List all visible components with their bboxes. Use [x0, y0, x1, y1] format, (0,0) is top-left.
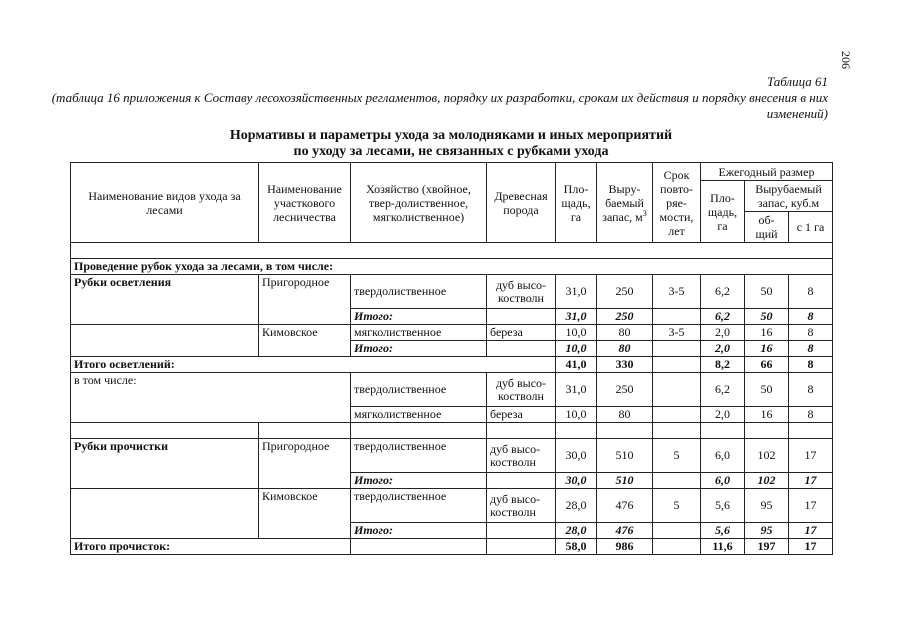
area-cell: 31,0 [556, 275, 597, 309]
volume-cell: 80 [597, 407, 653, 423]
section-title: Проведение рубок ухода за лесами, в том числе: [71, 259, 833, 275]
volume-cell: 250 [597, 373, 653, 407]
volume-cell: 510 [597, 473, 653, 489]
annual-area-cell: 2,0 [701, 341, 745, 357]
header-annual-volume: Вырубаемый запас, куб.м [745, 181, 833, 212]
volume-cell: 476 [597, 489, 653, 523]
annual-total-cell: 50 [745, 373, 789, 407]
farm-cell: мягколиственное [351, 407, 487, 423]
header-annual-total: об-щий [745, 212, 789, 243]
annual-per-ha-cell: 8 [789, 357, 833, 373]
header-volume [597, 163, 653, 243]
area-cell: 41,0 [556, 357, 597, 373]
species-cell [487, 341, 556, 357]
care-type-cell: Рубки осветления [71, 275, 259, 325]
period-cell [653, 473, 701, 489]
area-cell: 30,0 [556, 439, 597, 473]
annual-total-cell: 102 [745, 473, 789, 489]
period-cell: 3-5 [653, 325, 701, 341]
total-row [71, 357, 833, 373]
annual-per-ha-cell: 17 [789, 439, 833, 473]
farm-cell: твердолиственное [351, 275, 487, 309]
norms-table [70, 162, 833, 555]
care-type-cell [71, 489, 259, 539]
empty-cell [745, 423, 789, 439]
period-cell [653, 373, 701, 407]
subtotal-label: Итого: [351, 341, 487, 357]
header-district: Наименование участкового лесничества [259, 163, 351, 243]
annual-area-cell: 6,2 [701, 309, 745, 325]
empty-row [71, 423, 833, 439]
header-care-type: Наименование видов ухода за лесами [71, 163, 259, 243]
species-cell: береза [487, 407, 556, 423]
annual-per-ha-cell: 8 [789, 341, 833, 357]
species-cell [487, 523, 556, 539]
annual-total-cell: 16 [745, 341, 789, 357]
annual-per-ha-cell: 17 [789, 539, 833, 555]
area-cell: 10,0 [556, 407, 597, 423]
annual-total-cell: 16 [745, 407, 789, 423]
species-cell: дуб высо-костволн [487, 489, 556, 523]
volume-cell: 80 [597, 341, 653, 357]
annual-area-cell: 6,0 [701, 439, 745, 473]
title-line-2: по уходу за лесами, не связанных с рубками ухода [293, 144, 609, 159]
page-number: 206 [839, 51, 853, 69]
title-line-1: Нормативы и параметры ухода за молодняками и иных мероприятий [229, 128, 673, 143]
species-cell: дуб высо-костволн [487, 275, 556, 309]
subtotal-label: Итого: [351, 523, 487, 539]
species-cell [487, 473, 556, 489]
period-cell [653, 341, 701, 357]
volume-cell: 80 [597, 325, 653, 341]
annual-per-ha-cell: 8 [789, 275, 833, 309]
empty-cell [597, 423, 653, 439]
area-cell: 10,0 [556, 341, 597, 357]
area-cell: 28,0 [556, 489, 597, 523]
period-cell [653, 309, 701, 325]
farm-cell: мягколиственное [351, 325, 487, 341]
annual-area-cell: 2,0 [701, 407, 745, 423]
annual-total-cell: 102 [745, 439, 789, 473]
annual-area-cell: 11,6 [701, 539, 745, 555]
header-annual-per-ha: с 1 га [789, 212, 833, 243]
annual-total-cell: 95 [745, 523, 789, 539]
table-row [71, 325, 833, 341]
care-type-cell [71, 325, 259, 357]
area-cell: 58,0 [556, 539, 597, 555]
species-cell: дуб высо-костволн [487, 439, 556, 473]
empty-cell [653, 423, 701, 439]
empty-cell [351, 423, 487, 439]
table-row [71, 373, 833, 407]
farm-cell: твердолиственное [351, 439, 487, 473]
species-cell: дуб высо-костволн [487, 373, 556, 407]
annual-per-ha-cell: 8 [789, 373, 833, 407]
header-annual: Ежегодный размер [701, 163, 833, 181]
farm-cell: твердолиственное [351, 489, 487, 523]
area-cell: 28,0 [556, 523, 597, 539]
district-cell: Пригородное [259, 275, 351, 325]
period-cell [653, 357, 701, 373]
care-type-cell: Рубки прочистки [71, 439, 259, 489]
table-source-note: (таблица 16 приложения к Составу лесохозяйственных регламентов, порядку их разработки, срокам их действия и порядку внесения в них изменений) [51, 90, 828, 121]
annual-total-cell: 197 [745, 539, 789, 555]
annual-per-ha-cell: 17 [789, 523, 833, 539]
farm-cell: твердолиственное [351, 373, 487, 407]
total-label: Итого прочисток: [71, 539, 351, 555]
annual-per-ha-cell: 8 [789, 407, 833, 423]
annual-area-cell: 2,0 [701, 325, 745, 341]
farm-cell [351, 539, 487, 555]
annual-per-ha-cell: 8 [789, 309, 833, 325]
empty-cell [71, 423, 259, 439]
header-volume-text: Выру-баемый запас, м [602, 181, 644, 224]
annual-total-cell: 95 [745, 489, 789, 523]
district-cell: Пригородное [259, 439, 351, 489]
header-volume-sup: 3 [642, 208, 647, 218]
header-species: Древесная порода [487, 163, 556, 243]
period-cell [653, 523, 701, 539]
volume-cell: 250 [597, 275, 653, 309]
area-cell: 10,0 [556, 325, 597, 341]
header-period: Срок повто-ряе-мости, лет [653, 163, 701, 243]
empty-cell [487, 423, 556, 439]
subtotal-label: Итого: [351, 473, 487, 489]
volume-cell: 510 [597, 439, 653, 473]
annual-area-cell: 6,2 [701, 373, 745, 407]
total-row [71, 539, 833, 555]
annual-total-cell: 66 [745, 357, 789, 373]
area-cell: 31,0 [556, 309, 597, 325]
empty-cell [259, 423, 351, 439]
period-cell [653, 539, 701, 555]
volume-cell: 250 [597, 309, 653, 325]
annual-total-cell: 50 [745, 309, 789, 325]
table-row [71, 489, 833, 523]
period-cell: 5 [653, 439, 701, 473]
period-cell [653, 407, 701, 423]
total-label: Итого осветлений: [71, 357, 556, 373]
period-cell: 5 [653, 489, 701, 523]
annual-total-cell: 16 [745, 325, 789, 341]
species-cell: береза [487, 325, 556, 341]
empty-cell [71, 243, 833, 259]
annual-per-ha-cell: 17 [789, 473, 833, 489]
annual-area-cell: 5,6 [701, 523, 745, 539]
table-number: Таблица 61 [766, 74, 828, 89]
species-cell [487, 309, 556, 325]
header-annual-area: Пло-щадь, га [701, 181, 745, 243]
volume-cell: 476 [597, 523, 653, 539]
annual-area-cell: 8,2 [701, 357, 745, 373]
volume-cell: 986 [597, 539, 653, 555]
district-cell: Кимовское [259, 325, 351, 357]
header-farm: Хозяйство (хвойное, твер-долиственное, мягколиственное) [351, 163, 487, 243]
empty-cell [789, 423, 833, 439]
header-area: Пло-щадь, га [556, 163, 597, 243]
empty-cell [701, 423, 745, 439]
annual-area-cell: 6,2 [701, 275, 745, 309]
annual-per-ha-cell: 17 [789, 489, 833, 523]
area-cell: 30,0 [556, 473, 597, 489]
volume-cell: 330 [597, 357, 653, 373]
including-label: в том числе: [71, 373, 351, 423]
annual-area-cell: 5,6 [701, 489, 745, 523]
district-cell: Кимовское [259, 489, 351, 539]
table-row [71, 439, 833, 473]
annual-total-cell: 50 [745, 275, 789, 309]
area-cell: 31,0 [556, 373, 597, 407]
subtotal-label: Итого: [351, 309, 487, 325]
section-row [71, 259, 833, 275]
period-cell: 3-5 [653, 275, 701, 309]
empty-row [71, 243, 833, 259]
annual-area-cell: 6,0 [701, 473, 745, 489]
species-cell [487, 539, 556, 555]
empty-cell [556, 423, 597, 439]
table-title [70, 128, 832, 160]
annual-per-ha-cell: 8 [789, 325, 833, 341]
table-caption [48, 74, 828, 122]
table-row [71, 275, 833, 309]
